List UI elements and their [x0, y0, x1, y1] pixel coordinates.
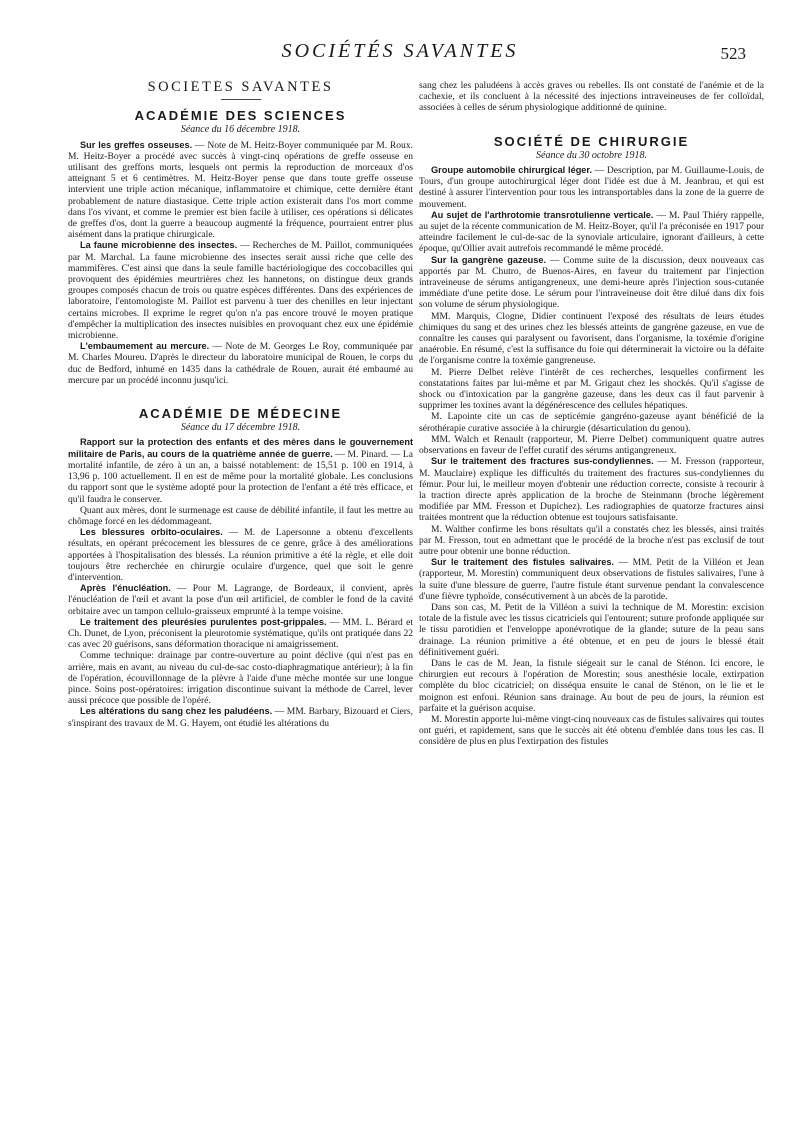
entry-text: Quant aux mères, dont le surmenage est cause de débilité infantile, il faut les mettre au chômage forcé en les dédommageant. [68, 504, 413, 527]
entry-paragraph [68, 341, 413, 386]
entry-text: — M. Paul Thiéry rappelle, au sujet de la récente communication de M. Heitz-Boyer, qu'il l'a préconisée en 1917 pour atteindre facilement le cul-de-sac de la synoviale articulaire, ignorant d'ailleurs, à cette époque, qu'Ollier avait autrefois recommandé le même procédé. [419, 209, 764, 255]
continuation-paragraph: sang chez les paludéens à accès graves ou rebelles. Ils ont constaté de l'anémie et de la cachexie, et ils concluent à la nécessité des injections intraveineuses de fer colloïdal, associées à celles de sérum physiologique additionné de quinine. [419, 80, 764, 114]
session-date: Séance du 17 décembre 1918. [180, 422, 301, 434]
entry-paragraph [419, 714, 764, 748]
entry-text: — Note de M. Heitz-Boyer communiquée par M. Roux. M. Heitz-Boyer a procédé avec succès à vingt-cinq opérations de greffe osseuse en utilisant des greffons morts, lesquels ont permis la reproduction de morceaux d'os atteignant 5 et 6 centimètres. M. Heitz-Boyer pense que dans toute greffe osseuse intervient une triple action mécanique, inflammatoire et chimique, cette dernière étant probablement de nature diastasique. Cette triple action existerait dans l'os mort comme dans l'os vivant, et comme le premier est bien facile à utiliser, ces opérations si délicates de greffes d'os, dont la guerre a beaucoup augmenté la fréquence, pourraient entrer plus aisément dans la pratique chirurgicale. [68, 139, 413, 241]
entry-heading: L'embaumement au mercure. [80, 341, 210, 352]
entry-paragraph [68, 140, 413, 241]
entry-paragraph [419, 434, 764, 456]
entry-heading: Groupe automobile chirurgical léger. [431, 165, 593, 176]
entry-text: — Description, par M. Guillaume-Louis, de Tours, d'un groupe autochirurgical léger dont l'idée est due à M. Jeanbrau, et qui est destiné à assurer l'intervention pour tous les intransportables dans la zone de la guerre de mouvement. [419, 165, 764, 210]
entry-text: MM. Marquis, Clogne, Didier continuent l'exposé des résultats de leurs études chimiques du sang et des urines chez les blessés atteints de gangrène gazeuse, en vue de connaître les causes qui paralysent ou favorisent, dans l'organisme, la toxémie d'origine anaérobie. En résumé, c'est la suffisance du foie qui déterminerait la victoire ou la défaite de l'organisme contre la toxémie gangreneuse. [419, 310, 764, 367]
section-title-societe-chirurgie: SOCIÉTÉ DE CHIRURGIE [493, 133, 690, 149]
entry-heading: Au sujet de l'arthrotomie transrotulienne verticale. [431, 209, 654, 220]
entry-paragraph [419, 658, 764, 714]
entry-text: — Note de M. Georges Le Roy, communiquée par M. Charles Moureu. D'après le directeur du laboratoire municipal de Rouen, le corps du duc de Bedford, inhumé en 1435 dans la cathédrale de Rouen, aurait été embaumé au mercure par un procédé inconnu jusqu'ici. [68, 341, 413, 386]
entry-paragraph [68, 617, 413, 651]
entry-paragraph [68, 437, 413, 504]
running-title: SOCIÉTÉS SAVANTES [281, 40, 519, 62]
entry-paragraph [419, 255, 764, 311]
entry-heading: Rapport sur la protection des enfants et des mères dans le gouvernement militaire de Paris, au cours de la quatrième année de guerre. [68, 437, 413, 459]
entry-heading: Les altérations du sang chez les paludéens. [80, 706, 273, 717]
academie-sciences-entries [68, 140, 413, 386]
section-title-academie-sciences: ACADÉMIE DES SCIENCES [134, 108, 347, 124]
entry-paragraph [419, 456, 764, 523]
session-date: Séance du 16 décembre 1918. [180, 124, 301, 136]
entry-text: — MM. Petit de la Villéon et Jean (rapporteur, M. Morestin) communiquent deux observations de fistules salivaires, l'une à la suite d'une blessure de guerre, l'autre fistule étant survenue pendant la convalescence d'une fièvre typhoïde, consécutivement à un abcès de la parotide. [419, 557, 764, 602]
entry-text: Dans son cas, M. Petit de la Villéon a suivi la technique de M. Morestin: excision totale de la fistule avec les tissus cicatriciels qui l'entourent; suture profonde appliquée sur le tissu parotidien et l'enveloppe aponévrotique de la glande; suture de la peau sans drainage. La réunion primitive a été obtenue, et en peu de jours le blessé était définitivement guéri. [419, 601, 764, 658]
entry-paragraph [68, 650, 413, 706]
entry-heading: Le traitement des pleurésies purulentes post-grippales. [80, 616, 327, 627]
entry-text: MM. Walch et Renault (rapporteur, M. Pierre Delbet) communiquent quatre autres observations en faveur de l'effet curatif des sérums antigangreneux. [419, 433, 764, 457]
entry-text: M. Morestin apporte lui-même vingt-cinq nouveaux cas de fistules salivaires qui toutes ont guéri, et rapidement, sans que le succès ait été obtenu d'emblée dans tous les cas. Il considère de plus en plus l'extirpation des fistules [419, 713, 764, 748]
entry-text: M. Lapointe cite un cas de septicémie gangréno-gazeuse ayant bénéficié de la sérothérapie curative associée à la chirurgie (désarticulation du genou). [419, 411, 764, 434]
page-number: 523 [720, 44, 746, 63]
entry-text: — Comme suite de la discussion, deux nouveaux cas apportés par M. Chutro, de Buenos-Aires, en faveur du traitement par l'injection intraveineuse de sérums antigangreneux, une demi-heure après l'injection sous-cutanée immédiate d'une petite dose. Le sérum pour l'intraveineuse doit être dilué dans dix fois son volume de sérum physiologique. [419, 254, 764, 311]
left-column [68, 80, 413, 1115]
entry-paragraph [419, 602, 764, 658]
entry-paragraph [419, 311, 764, 367]
page-header [0, 40, 800, 70]
entry-paragraph [419, 524, 764, 558]
entry-heading: Sur les greffes osseuses. [80, 139, 193, 150]
academie-medecine-entries [68, 437, 413, 728]
entry-paragraph [68, 706, 413, 728]
entry-text: — Recherches de M. Paillot, communiquées par M. Marchal. La faune microbienne des insectes serait aussi riche que celle des mammifères. C'est ainsi que dans la seule famille bactériologique des coccobacilles qui provoquent des épidémies meurtrières chez les hannetons, on distingue deux grands groupes composés chacun de trois ou quatre espèces différentes. Dans des expériences de laboratoire, l'entomologiste M. Paillot est parvenu à tuer des chenilles en leur injectant certains microbes. Il exprime le regret qu'on n'a pas encore trouvé le moyen pratique d'empêcher la multiplication des insectes nuisibles en provoquant chez eux une épidémie microbienne. [68, 240, 413, 342]
entry-text: Dans le cas de M. Jean, la fistule siégeait sur le canal de Sténon. Ici encore, le chirurgien eut recours à l'opération de Morestin; sous anesthésie locale, extirpation complète du bloc cicatriciel; on disséqua ensuite le canal de Sténon, on le lie et le moignon est enfoui. Réunion sans drainage. Au bout de peu de jours, la réunion est parfaite et la guérison acquise. [419, 657, 764, 714]
entry-heading: Sur la gangrène gazeuse. [431, 254, 547, 265]
entry-paragraph [419, 367, 764, 412]
entry-text: — MM. Barbary, Bizouard et Ciers, s'inspirant des travaux de M. G. Hayem, ont étudié les altérations du [68, 706, 413, 729]
entry-paragraph [68, 583, 413, 617]
entry-paragraph [419, 165, 764, 210]
entry-text: M. Pierre Delbet relève l'intérêt de ces recherches, lesquelles confirment les constatations faites par lui-même et par M. Grigaut chez les shockés. Qu'il s'agisse de shock ou d'intoxication par la gangrène gazeuse, dans les deux cas il faut parvenir à supprimer les toxines avant la dégénérescence des cellules hépatiques. [419, 366, 764, 412]
session-date: Séance du 30 octobre 1918. [536, 149, 647, 161]
entry-heading: Les blessures orbito-oculaires. [80, 527, 223, 538]
entry-text: — M. Pinard. — La mortalité infantile, de zéro à un an, a baissé notablement: de 15,51 p. 100 en 1914, à 13,96 p. 100 actuellement. Il en est de même pour la mortalité globale. Les conclusions du rapport sont que le système adopté pour la protection de l'enfant a été très efficace, et qu'il faudra le conserver. [68, 448, 413, 505]
entry-text: — M. de Lapersonne a obtenu d'excellents résultats, en opérant précocement les blessures de ce genre, grâce à des améliorations apportées à l'hospitalisation des blessés. La réunion primitive a été la règle, et elle doit toujours être recherchée en chirurgie oculaire d'urgence, quel que soit le genre d'intervention. [68, 527, 413, 583]
entry-heading: La faune microbienne des insectes. [80, 240, 238, 251]
entry-text: — M. Fresson (rapporteur, M. Mauclaire) explique les difficultés du traitement des fractures sus-condyliennes du fémur. Pour lui, le meilleur moyen d'obtenir une réduction correcte, consiste à recourir à la traction directe après application de la broche de Steinmann (broche légèrement modifiée par MM. Fresson et Dupichez). Les radiographies de quatorze fractures ainsi traitées montrent que la réduction obtenue est toujours satisfaisante. [419, 456, 764, 524]
societe-chirurgie-entries [419, 165, 764, 748]
entry-text: — MM. L. Bérard et Ch. Dunet, de Lyon, préconisent la pleurotomie systématique, qu'ils ont pratiquée dans 22 cas avec 20 guérisons, sans déformation thoracique ni amaigrissement. [68, 616, 413, 651]
main-title: SOCIÉTÉS SAVANTES [147, 80, 334, 95]
entry-heading: Après l'énucléation. [80, 583, 171, 594]
entry-text: Comme technique: drainage par contre-ouverture au point déclive (qui n'est pas en arrière, mais en avant, au niveau du cul-de-sac costo-diaphragmatique antérieur); à la fin de l'opération, écouvillonnage de la plèvre à l'aide d'une mèche montée sur une longue pince. Soins post-opératoires: irrigation discontinue suivant la méthode de Carrel, lever aussi précoce que possible de l'opéré. [68, 650, 413, 707]
section-title-academie-medecine: ACADÉMIE DE MÉDECINE [138, 406, 343, 422]
entry-text: — Pour M. Lagrange, de Bordeaux, il convient, après l'énucléation de l'œil et avant la pose d'un œil artificiel, de combler le fond de la cavité orbitaire avec un tampon cellulo-graisseux emprunté à la tempe voisine. [68, 583, 413, 617]
entry-paragraph [419, 210, 764, 255]
entry-paragraph [419, 557, 764, 602]
entry-paragraph [68, 527, 413, 583]
entry-paragraph [68, 240, 413, 341]
right-column [419, 80, 764, 1115]
entry-paragraph [419, 411, 764, 433]
entry-heading: Sur le traitement des fistules salivaires. [431, 557, 615, 568]
entry-text: M. Walther confirme les bons résultats qu'il a constatés chez les blessés, ainsi traités par M. Fresson, tout en admettant que le procédé de la broche n'est pas exclusif de tout autre pour obtenir une bonne réduction. [419, 523, 764, 557]
entry-heading: Sur le traitement des fractures sus-condyliennes. [431, 456, 654, 467]
divider [221, 99, 261, 100]
entry-paragraph [68, 505, 413, 527]
